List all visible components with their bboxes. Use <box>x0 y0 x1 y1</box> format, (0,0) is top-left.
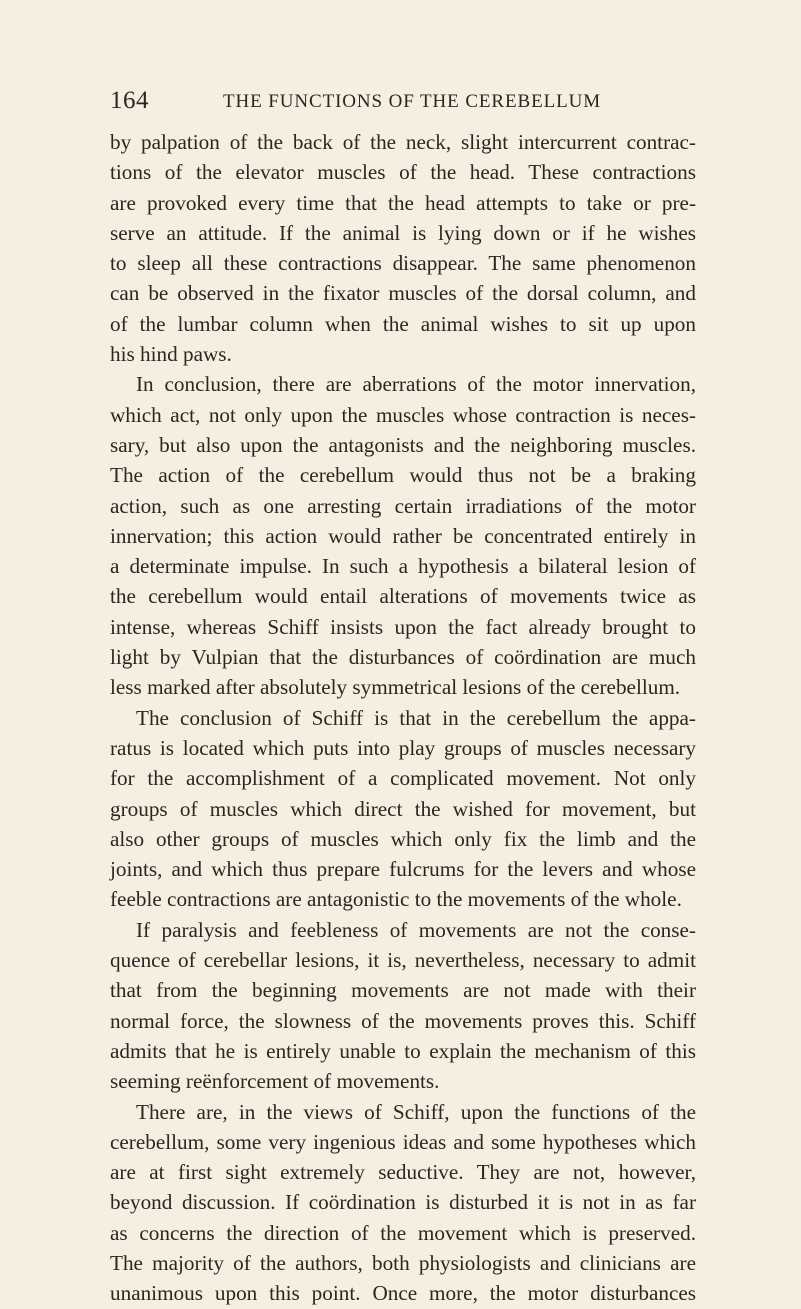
body-text <box>110 127 696 1309</box>
text-line: intense, whereas Schiff insists upon the fact already brought to <box>110 614 696 639</box>
text-line: The conclusion of Schiff is that in the cerebellum the appa- <box>136 705 696 730</box>
text-line: In conclusion, there are aberrations of the motor innervation, <box>136 372 696 397</box>
text-line: cerebellum, some very ingenious ideas and some hypotheses which <box>110 1129 696 1154</box>
text-line: quence of cerebellar lesions, it is, nevertheless, necessary to admit <box>110 948 696 973</box>
text-line: joints, and which thus prepare fulcrums for the levers and whose <box>110 857 696 882</box>
text-line: The action of the cerebellum would thus not be a braking <box>110 463 696 488</box>
text-line: normal force, the slowness of the movements proves this. Schiff <box>110 1008 696 1033</box>
text-line: serve an attitude. If the animal is lying down or if he wishes <box>110 220 696 245</box>
text-line: are provoked every time that the head attempts to take or pre- <box>110 190 696 215</box>
text-line: also other groups of muscles which only fix the limb and the <box>110 826 696 851</box>
paragraph <box>110 915 696 1097</box>
text-line: admits that he is entirely unable to explain the mechanism of this <box>110 1038 696 1063</box>
text-line: There are, in the views of Schiff, upon the functions of the <box>136 1099 696 1124</box>
text-line: beyond discussion. If coördination is disturbed it is not in as far <box>110 1190 696 1215</box>
text-line: less marked after absolutely symmetrical lesions of the cerebellum. <box>110 675 681 700</box>
text-line: If paralysis and feebleness of movements are not the conse- <box>136 917 696 942</box>
page-number: 164 <box>110 87 149 114</box>
text-line: innervation; this action would rather be concentrated entirely in <box>110 523 696 548</box>
paragraph <box>110 369 696 702</box>
paragraph <box>110 127 696 369</box>
text-line: action, such as one arresting certain irradiations of the motor <box>110 493 696 518</box>
text-line: are at first sight extremely seductive. They are not, however, <box>110 1160 696 1185</box>
text-line: groups of muscles which direct the wished for movement, but <box>110 796 696 821</box>
text-line: feeble contractions are antagonistic to the movements of the whole. <box>110 887 682 912</box>
text-line: can be observed in the fixator muscles of the dorsal column, and <box>110 281 696 306</box>
text-line: to sleep all these contractions disappear. The same phenomenon <box>110 251 696 276</box>
text-line: by palpation of the back of the neck, slight intercurrent contrac- <box>110 130 696 154</box>
text-line: his hind paws. <box>110 342 232 367</box>
text-line: sary, but also upon the antagonists and the neighboring muscles. <box>110 432 696 457</box>
page-header <box>110 86 690 116</box>
text-line: ratus is located which puts into play groups of muscles necessary <box>110 735 696 760</box>
text-line: as concerns the direction of the movement which is preserved. <box>110 1220 696 1245</box>
text-line: which act, not only upon the muscles whose contraction is neces- <box>110 402 696 427</box>
text-line: the cerebellum would entail alterations of movements twice as <box>110 584 696 609</box>
text-line: light by Vulpian that the disturbances of coördination are much <box>110 645 696 670</box>
text-line: that from the beginning movements are not made with their <box>110 978 696 1003</box>
text-line: of the lumbar column when the animal wishes to sit up upon <box>110 311 696 336</box>
text-line: The majority of the authors, both physiologists and clinicians are <box>110 1250 696 1275</box>
text-line: for the accomplishment of a complicated movement. Not only <box>110 766 696 791</box>
text-line: seeming reënforcement of movements. <box>110 1069 440 1094</box>
paragraph <box>110 703 696 915</box>
text-line: tions of the elevator muscles of the head. These contractions <box>110 160 696 185</box>
text-line: unanimous upon this point. Once more, the motor disturbances <box>110 1281 696 1306</box>
paragraph <box>110 1097 696 1309</box>
running-title: THE FUNCTIONS OF THE CEREBELLUM <box>223 91 601 112</box>
text-line: a determinate impulse. In such a hypothesis a bilateral lesion of <box>110 554 696 579</box>
